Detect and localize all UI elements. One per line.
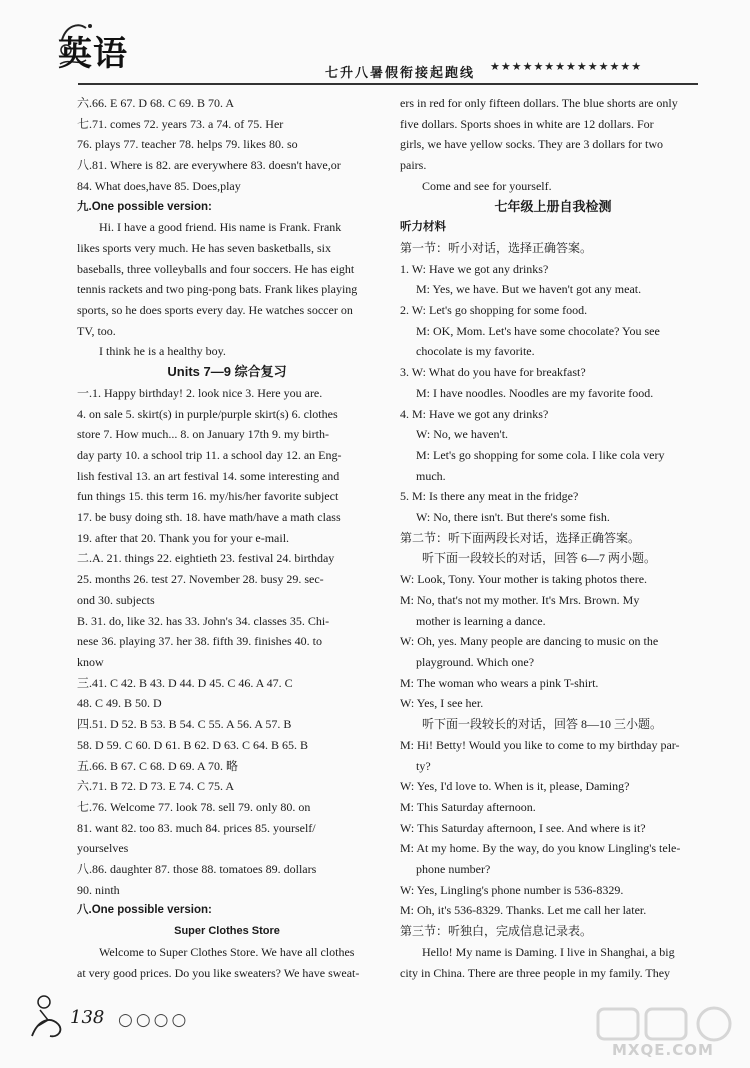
dialogue-line: phone number? (416, 862, 491, 877)
dialogue-line: M: Yes, we have. But we haven't got any meat. (416, 282, 642, 297)
dialogue-line: W: Yes, Lingling's phone number is 536-8329. (400, 882, 624, 897)
left-column (77, 93, 377, 983)
dialogue-line: M: This Saturday afternoon. (400, 799, 536, 814)
instruction-line: 听下面一段较长的对话，回答 8—10 三小题。 (422, 717, 663, 732)
answer-line: day party 10. a school trip 11. a school day 12. an Eng- (77, 447, 342, 462)
answer-line: 58. D 59. C 60. D 61. B 62. D 63. C 64. B 65. B (77, 737, 309, 752)
answer-line: 19. after that 20. Thank you for your e-mail. (77, 530, 290, 545)
answer-line: yourselves (77, 841, 129, 856)
page-number: 138 (70, 1007, 105, 1028)
essay-line: pairs. (400, 158, 427, 173)
dialogue-line: 3. W: What do you have for breakfast? (400, 365, 586, 380)
essay-line: tennis rackets and two ping-pong bats. Frank likes playing (77, 282, 358, 297)
instruction-line: 第二节：听下面两段长对话，选择正确答案。 (400, 530, 641, 545)
answer-line: fun things 15. this term 16. my/his/her favorite subject (77, 489, 339, 504)
answer-line: 17. be busy doing sth. 18. have math/have a math class (77, 510, 341, 525)
dialogue-line: W: Look, Tony. Your mother is taking photos there. (400, 572, 648, 587)
essay-line: sports, so he does sports every day. He watches soccer on (77, 303, 353, 318)
right-column (400, 93, 706, 983)
dialogue-line: chocolate is my favorite. (416, 344, 535, 359)
subject-logo: 英语 (58, 34, 128, 74)
essay-line: Hi. I have a good friend. His name is Frank. Frank (99, 220, 342, 235)
answer-line: 25. months 26. test 27. November 28. busy 29. sec- (77, 572, 324, 587)
dialogue-line: 2. W: Let's go shopping for some food. (400, 303, 588, 318)
answer-line: 一.1. Happy birthday! 2. look nice 3. Here you are. (77, 385, 323, 400)
essay-line: at very good prices. Do you like sweaters? We have sweat- (77, 965, 360, 980)
instruction-line: 第三节：听独白，完成信息记录表。 (400, 924, 593, 939)
essay-line: likes sports very much. He has seven basketballs, six (77, 240, 331, 255)
answer-line: 七.71. comes 72. years 73. a 74. of 75. Her (77, 116, 284, 131)
answer-line: nese 36. playing 37. her 38. fifth 39. finishes 40. to (77, 634, 322, 649)
page-header (0, 0, 750, 95)
answer-line: store 7. How much... 8. on January 17th 9. my birth- (77, 427, 329, 442)
answer-line: lish festival 13. an art festival 14. some interesting and (77, 468, 340, 483)
monologue-line: city in China. There are three people in my family. They (400, 965, 671, 980)
dialogue-line: M: Let's go shopping for some cola. I like cola very (416, 447, 665, 462)
dialogue-line: M: No, that's not my mother. It's Mrs. Brown. My (400, 592, 640, 607)
dialogue-line: W: This Saturday afternoon, I see. And where is it? (400, 820, 646, 835)
dialogue-line: much. (416, 468, 446, 483)
dialogue-line: W: Yes, I'd love to. When is it, please, Daming? (400, 779, 630, 794)
answer-line: 48. C 49. B 50. D (77, 696, 162, 711)
dialogue-line: M: Oh, it's 536-8329. Thanks. Let me call her later. (400, 903, 647, 918)
dialogue-line: M: I have noodles. Noodles are my favorite food. (416, 385, 654, 400)
section-title: 七年级上册自我检测 (494, 198, 612, 214)
dialogue-line: playground. Which one? (416, 654, 535, 669)
answer-line: 五.66. B 67. C 68. D 69. A 70. 略 (77, 758, 239, 773)
essay-line: girls, we have yellow socks. They are 3 dollars for two (400, 137, 664, 152)
dialogue-line: 1. W: Have we got any drinks? (400, 261, 549, 276)
answer-line: 四.51. D 52. B 53. B 54. C 55. A 56. A 57. B (77, 717, 292, 732)
essay-title: Super Clothes Store (174, 925, 280, 938)
instruction-line: 听下面一段较长的对话，回答 6—7 两小题。 (422, 551, 657, 566)
book-title: 七升八暑假衔接起跑线 (325, 66, 476, 81)
footer-circles: ○○○○ (118, 1010, 190, 1030)
answer-line: 六.71. B 72. D 73. E 74. C 75. A (77, 779, 235, 794)
essay-line: I think he is a healthy boy. (99, 344, 226, 359)
answer-line: 八.86. daughter 87. those 88. tomatoes 89. dollars (77, 862, 317, 877)
dialogue-line: M: Hi! Betty! Would you like to come to my birthday par- (400, 737, 680, 752)
answer-line: B. 31. do, like 32. has 33. John's 34. classes 35. Chi- (77, 613, 330, 628)
dialogue-line: W: Yes, I see her. (400, 696, 484, 711)
dialogue-line: 5. M: Is there any meat in the fridge? (400, 489, 579, 504)
answer-line: 90. ninth (77, 882, 120, 897)
dialogue-line: W: No, we haven't. (416, 427, 509, 442)
watermark-text: MXQE.COM (612, 1041, 714, 1059)
instruction-line: 第一节：听小对话，选择正确答案。 (400, 240, 593, 255)
section-heading: 九.One possible version: (77, 200, 212, 213)
answer-line: 八.81. Where is 82. are everywhere 83. doesn't have,or (77, 158, 341, 173)
dialogue-line: W: No, there isn't. But there's some fish. (416, 510, 610, 525)
essay-line: ers in red for only fifteen dollars. The blue shorts are only (400, 96, 678, 110)
monologue-line: Hello! My name is Daming. I live in Shanghai, a big (422, 944, 675, 959)
answer-line: 81. want 82. too 83. much 84. prices 85. yourself/ (77, 820, 316, 835)
answer-line: 二.A. 21. things 22. eightieth 23. festival 24. birthday (77, 551, 335, 566)
answer-line: 三.41. C 42. B 43. D 44. D 45. C 46. A 47. C (77, 675, 293, 690)
dialogue-line: 4. M: Have we got any drinks? (400, 406, 549, 421)
dialogue-line: M: OK, Mom. Let's have some chocolate? You see (416, 323, 660, 338)
essay-line: baseballs, three volleyballs and four soccers. He has eight (77, 261, 355, 276)
answer-line: 六.66. E 67. D 68. C 69. B 70. A (77, 96, 235, 110)
section-heading: 听力材料 (400, 221, 446, 234)
dialogue-line: M: At my home. By the way, do you know Lingling's tele- (400, 841, 681, 856)
answer-line: 84. What does,have 85. Does,play (77, 178, 241, 193)
dialogue-line: ty? (416, 758, 431, 773)
answer-line: know (77, 654, 104, 669)
essay-line: Welcome to Super Clothes Store. We have all clothes (99, 944, 355, 959)
answer-line: 76. plays 77. teacher 78. helps 79. likes 80. so (77, 137, 298, 152)
dialogue-line: M: The woman who wears a pink T-shirt. (400, 675, 599, 690)
answer-line: ond 30. subjects (77, 592, 155, 607)
essay-line: TV, too. (77, 323, 116, 338)
header-stars: ★★★★★★★★★★★★★★ (490, 60, 643, 73)
section-heading: 八.One possible version: (77, 904, 212, 917)
dialogue-line: mother is learning a dance. (416, 613, 546, 628)
unit-title: Units 7—9 综合复习 (167, 364, 287, 380)
essay-line: five dollars. Sports shoes in white are 12 dollars. For (400, 116, 654, 131)
dialogue-line: W: Oh, yes. Many people are dancing to music on the (400, 634, 659, 649)
answer-line: 4. on sale 5. skirt(s) in purple/purple skirt(s) 6. clothes (77, 406, 338, 421)
answer-line: 七.76. Welcome 77. look 78. sell 79. only 80. on (77, 799, 311, 814)
essay-line: Come and see for yourself. (422, 178, 552, 193)
header-rule (78, 83, 698, 85)
